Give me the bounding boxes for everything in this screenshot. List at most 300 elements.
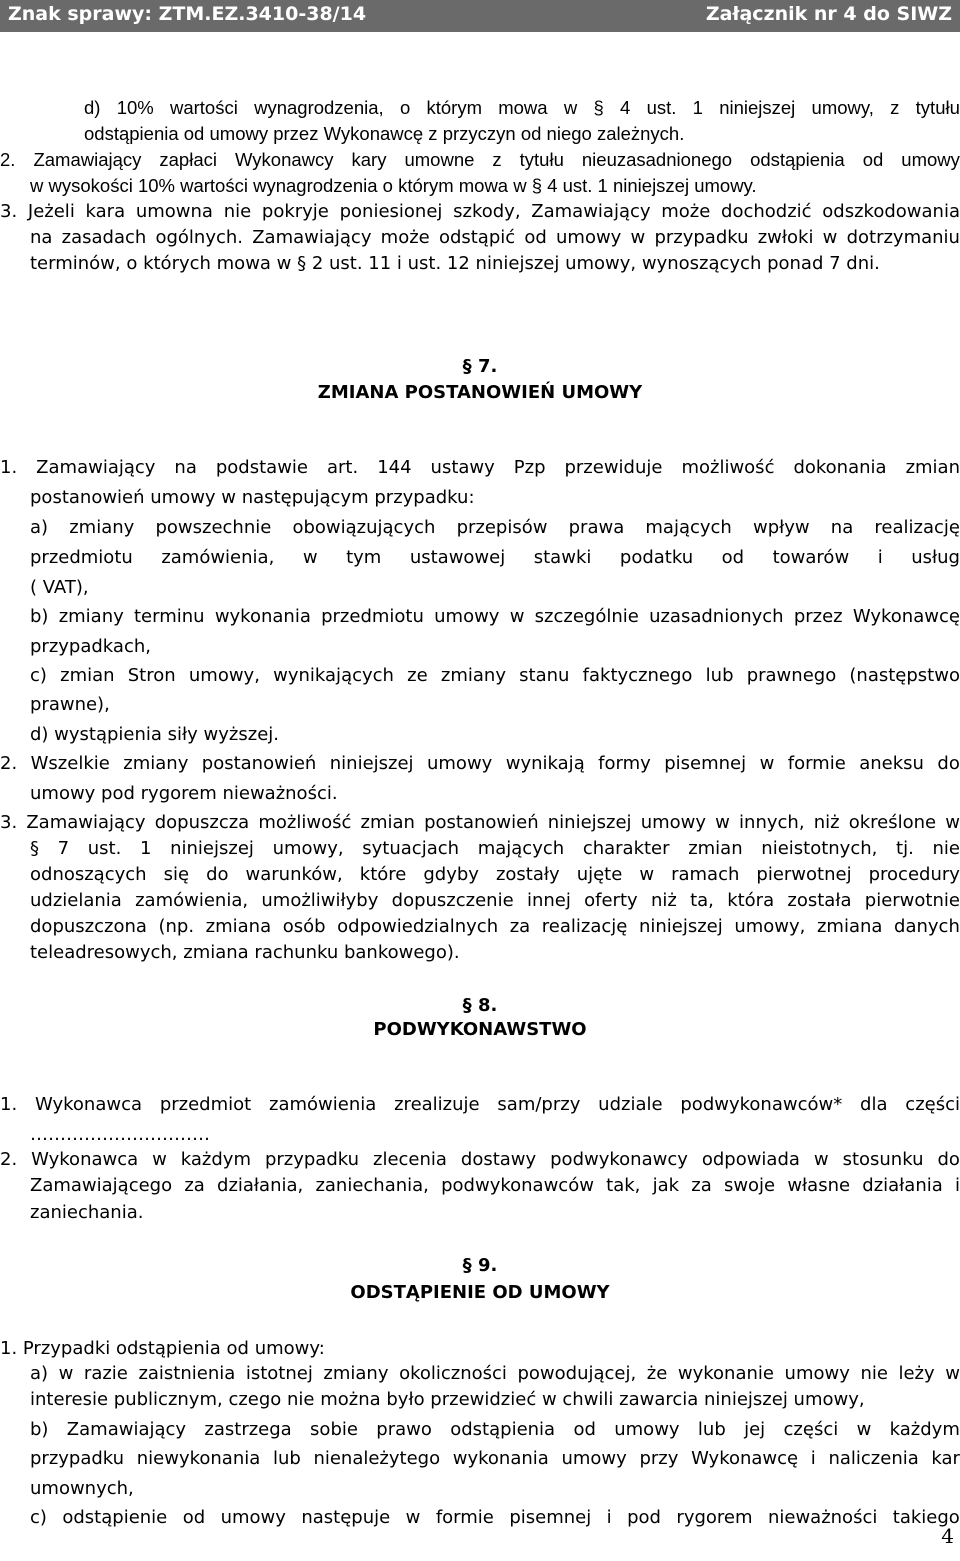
word: 144 — [377, 457, 412, 478]
word: swoje — [723, 1175, 776, 1196]
word: takiego — [892, 1507, 960, 1528]
word: Wykonawca — [35, 1094, 143, 1115]
word: odstąpić — [438, 227, 516, 248]
word: tak, — [606, 1175, 641, 1196]
word: zlecenia — [373, 1149, 447, 1170]
word: odpowiedzialnych — [337, 916, 499, 937]
word: ta, — [690, 890, 714, 911]
paragraph-line — [30, 1446, 960, 1472]
word: odnoszących — [30, 864, 147, 885]
word: umowy — [556, 227, 622, 248]
word: działania, — [217, 1175, 304, 1196]
paragraph-line: interesie publicznym, czego nie można było przewidzieć w chwili zawarcia niniejszej umowy, — [30, 1389, 865, 1410]
word: zmiana — [816, 916, 883, 937]
word: rygorem — [676, 1507, 753, 1528]
word: osób — [282, 916, 326, 937]
paragraph-line — [0, 1147, 960, 1173]
word: mających — [645, 517, 732, 538]
word: za — [509, 916, 531, 937]
word: danych — [894, 916, 960, 937]
word: 2. — [0, 149, 16, 170]
word: w — [822, 227, 838, 248]
word: 1. — [0, 457, 18, 478]
word: przepisów — [456, 517, 548, 538]
word: w — [856, 1419, 872, 1440]
word: b) — [30, 606, 49, 627]
word: nieważności — [767, 1507, 878, 1528]
word: Pzp — [513, 457, 546, 478]
word: i — [954, 1175, 960, 1196]
word: ust. — [646, 97, 677, 118]
paragraph-line — [30, 1417, 960, 1443]
paragraph-line — [0, 199, 960, 225]
word: ust. — [87, 838, 122, 859]
paragraph-line — [30, 515, 960, 541]
section-number: § 9. — [462, 1255, 498, 1276]
word: została — [787, 890, 852, 911]
word: 3. — [0, 201, 18, 222]
word: wynikających — [273, 665, 394, 686]
word: niż — [650, 890, 677, 911]
word: i — [606, 1507, 612, 1528]
word: która — [727, 890, 775, 911]
word: sobie — [310, 1419, 358, 1440]
word: leży — [898, 1363, 935, 1384]
paragraph-line — [30, 1361, 960, 1387]
word: Wszelkie — [30, 753, 110, 774]
word: może — [661, 201, 711, 222]
word: nieistotnych, — [761, 838, 878, 859]
word: wykonania — [214, 606, 311, 627]
word: nie — [860, 1363, 888, 1384]
word: umowy — [426, 753, 493, 774]
word: terminu — [134, 606, 205, 627]
word: (następstwo — [849, 665, 960, 686]
word: § — [593, 97, 604, 118]
word: zmiany — [440, 665, 506, 686]
word: w — [152, 1149, 167, 1170]
word: zmiany — [123, 753, 189, 774]
word: umowy — [614, 1419, 680, 1440]
word: dochodzić — [721, 201, 812, 222]
word: wynagrodzenia, — [254, 97, 384, 118]
word: Zamawiający — [33, 149, 142, 170]
word: mowa — [498, 97, 548, 118]
word: zamówienia, — [135, 890, 249, 911]
word: sam/przy — [497, 1094, 581, 1115]
word: zaistnienia — [138, 1363, 236, 1384]
word: zmiany — [323, 1363, 389, 1384]
word: podwykonawców — [441, 1175, 594, 1196]
word: umowy — [561, 1448, 627, 1469]
word: podatku — [619, 547, 694, 568]
word: wynikają — [505, 753, 585, 774]
word: 1. — [0, 1094, 18, 1115]
word: zaniechania, — [315, 1175, 429, 1196]
word: jak — [652, 1175, 680, 1196]
word: Zamawiający — [36, 457, 156, 478]
word: do — [937, 753, 960, 774]
word: nieuzasadnionego — [581, 149, 733, 170]
paragraph-line: zaniechania. — [30, 1202, 144, 1223]
page-header — [0, 0, 960, 32]
word: wartości — [169, 97, 238, 118]
paragraph-line: odstąpienia od umowy przez Wykonawcę z przyczyn od niego zależnych. — [84, 123, 685, 144]
word: zasadach — [61, 227, 147, 248]
word: uzasadnionych — [649, 606, 784, 627]
paragraph-line — [0, 751, 960, 777]
paragraph-line — [30, 1173, 960, 1199]
word: odstąpienia — [450, 1419, 556, 1440]
word: od — [721, 547, 745, 568]
word: dopuszczenie — [391, 890, 514, 911]
word: w — [639, 864, 655, 885]
word: podwykonawców* — [680, 1094, 843, 1115]
paragraph-line — [30, 225, 960, 251]
word: które — [359, 864, 407, 885]
word: przez — [793, 606, 843, 627]
word: umowy — [901, 149, 960, 170]
paragraph-line: teleadresowych, zmiana rachunku bankowego). — [30, 942, 460, 963]
word: prawa — [568, 517, 625, 538]
word: dotrzymaniu — [846, 227, 960, 248]
word: ustawowej — [409, 547, 506, 568]
word: w — [759, 753, 775, 774]
word: przewiduje — [564, 457, 663, 478]
word: o — [399, 97, 411, 118]
word: postanowień — [201, 753, 317, 774]
word: umowy — [434, 606, 500, 627]
paragraph-line — [0, 1092, 960, 1118]
word: art. — [326, 457, 359, 478]
word: kara — [85, 201, 126, 222]
word: c) — [30, 1507, 47, 1528]
word: zastrzega — [204, 1419, 292, 1440]
paragraph-line: umownych, — [30, 1478, 134, 1499]
word: stawki — [533, 547, 592, 568]
word: w — [405, 1507, 421, 1528]
word: udzielania — [30, 890, 122, 911]
word: umowy — [220, 1507, 286, 1528]
word: usług — [911, 547, 960, 568]
word: lub — [272, 1448, 301, 1469]
word: Zamawiający — [26, 812, 146, 833]
word: odstąpienia — [750, 149, 845, 170]
word: od — [573, 1419, 596, 1440]
word: charakter — [582, 838, 670, 859]
word: wykonanie — [677, 1363, 774, 1384]
word: dokonania — [793, 457, 887, 478]
word: 1 — [692, 97, 703, 118]
word: odpowiada — [701, 1149, 800, 1170]
word: może — [380, 227, 430, 248]
word: realizację — [874, 517, 960, 538]
word: w — [58, 1363, 74, 1384]
word: od — [524, 227, 547, 248]
word: zamówienia — [269, 1094, 377, 1115]
word: faktycznego — [582, 665, 693, 686]
word: części — [783, 1419, 839, 1440]
word: Wykonawcę — [691, 1448, 799, 1469]
word: d) — [84, 97, 101, 118]
paragraph-line: terminów, o których mowa w § 2 ust. 11 i ust. 12 niniejszej umowy, wynoszących ponad 7 dni. — [30, 253, 880, 274]
word: towarów — [772, 547, 850, 568]
word: w — [509, 606, 525, 627]
word: prawo — [376, 1419, 432, 1440]
word: zrealizuje — [394, 1094, 480, 1115]
paragraph-line: 1. Przypadki odstąpienia od umowy: — [0, 1338, 325, 1359]
word: Wykonawcy — [234, 149, 334, 170]
paragraph-line: przypadkach, — [30, 636, 151, 657]
word: do — [937, 1149, 960, 1170]
section-number: § 8. — [462, 995, 498, 1016]
word: ramach — [671, 864, 740, 885]
paragraph-line — [0, 455, 960, 481]
word: innej — [526, 890, 571, 911]
word: kary — [351, 149, 387, 170]
word: dopuszcza — [154, 812, 250, 833]
word: części — [905, 1094, 960, 1115]
word: na — [830, 517, 854, 538]
paragraph-line: umowy pod rygorem nieważności. — [30, 783, 338, 804]
word: działania — [862, 1175, 943, 1196]
word: którym — [426, 97, 482, 118]
ellipsis-placeholder: ………………………… — [30, 1124, 210, 1145]
word: w — [945, 812, 960, 833]
word: tytułu — [915, 97, 960, 118]
word: na — [174, 457, 197, 478]
word: innych, — [739, 812, 805, 833]
word: oferty — [584, 890, 638, 911]
word: przypadku — [654, 227, 749, 248]
word: przy — [639, 1448, 679, 1469]
word: (np. — [158, 916, 195, 937]
word: do — [206, 864, 229, 885]
word: odszkodowania — [822, 201, 960, 222]
word: każdym — [180, 1149, 251, 1170]
word: za — [184, 1175, 205, 1196]
paragraph-line — [30, 663, 960, 689]
word: formie — [435, 1507, 494, 1528]
word: ujęte — [576, 864, 623, 885]
word: okoliczności — [399, 1363, 507, 1384]
paragraph-line: w wysokości 10% wartości wynagrodzenia o którym mowa w § 4 ust. 1 niniejszej umowy. — [30, 175, 757, 196]
word: postanowień — [424, 812, 539, 833]
word: następuje — [301, 1507, 391, 1528]
word: niniejszej — [170, 838, 254, 859]
section-title: ZMIANA POSTANOWIEŃ UMOWY — [317, 382, 643, 403]
word: pisemnej — [509, 1507, 592, 1528]
word: wpływ — [753, 517, 810, 538]
word: w — [813, 1149, 829, 1170]
word: stosunku — [842, 1149, 924, 1170]
word: stanu — [519, 665, 570, 686]
word: podwykonawcy — [550, 1149, 688, 1170]
word: obowiązujących — [292, 517, 436, 538]
word: 2. — [0, 1149, 18, 1170]
attachment-label: Załącznik nr 4 do SIWZ — [705, 3, 952, 25]
word: naliczenia — [828, 1448, 919, 1469]
word: a) — [30, 517, 49, 538]
word: § — [30, 838, 39, 859]
word: Wykonawca — [31, 1149, 139, 1170]
word: nienależytego — [313, 1448, 441, 1469]
word: kar — [931, 1448, 960, 1469]
word: niż — [813, 812, 840, 833]
word: określone — [848, 812, 937, 833]
word: nie — [932, 838, 960, 859]
word: szczególnie — [534, 606, 639, 627]
word: umowne — [404, 149, 475, 170]
word: zamówienia, — [161, 547, 275, 568]
word: umowna — [135, 201, 213, 222]
word: umowy, — [272, 838, 344, 859]
word: pokryje — [261, 201, 329, 222]
word: niniejszej — [329, 753, 414, 774]
word: tytułu — [519, 149, 564, 170]
word: zmian — [688, 838, 743, 859]
word: realizację — [541, 916, 628, 937]
paragraph-line: prawne), — [30, 694, 110, 715]
word: w — [945, 1363, 960, 1384]
word: umowy, — [734, 916, 806, 937]
word: 1 — [140, 838, 152, 859]
paragraph-line — [30, 836, 960, 862]
word: powszechnie — [155, 517, 272, 538]
word: zmian — [905, 457, 960, 478]
word: aneksu — [859, 753, 924, 774]
word: niniejszej — [638, 916, 723, 937]
word: 7 — [57, 838, 70, 859]
word: tym — [346, 547, 382, 568]
word: nie — [223, 201, 252, 222]
word: razie — [83, 1363, 128, 1384]
section-title: PODWYKONAWSTWO — [373, 1019, 587, 1040]
word: dostawy — [460, 1149, 537, 1170]
word: umożliwiłyby — [261, 890, 379, 911]
word: i — [877, 547, 883, 568]
word: ogólnych. — [155, 227, 244, 248]
word: że — [646, 1363, 668, 1384]
word: dla — [860, 1094, 888, 1115]
paragraph-line — [30, 862, 960, 888]
word: zmian — [360, 812, 415, 833]
word: w — [563, 97, 578, 118]
word: ustawy — [430, 457, 495, 478]
word: ze — [407, 665, 428, 686]
word: przedmiotu — [321, 606, 424, 627]
word: zapłaci — [159, 149, 217, 170]
word: własne — [787, 1175, 851, 1196]
paragraph-line — [30, 914, 960, 940]
word: możliwość — [258, 812, 352, 833]
word: w — [630, 227, 646, 248]
section-number: § 7. — [462, 356, 498, 377]
word: prawnego — [746, 665, 837, 686]
word: niniejszej — [547, 812, 632, 833]
word: się — [163, 864, 190, 885]
word: zmiany — [69, 517, 135, 538]
word: pierwotnej — [756, 864, 852, 885]
word: umowy, — [811, 97, 874, 118]
word: od — [182, 1507, 206, 1528]
paragraph-line: ( VAT), — [30, 577, 89, 598]
word: przypadku — [30, 1448, 125, 1469]
word: powodującej, — [517, 1363, 637, 1384]
word: przypadku — [264, 1149, 360, 1170]
word: lub — [705, 665, 734, 686]
word: 10% — [116, 97, 154, 118]
paragraph-line: postanowień umowy w następującym przypadku: — [30, 487, 475, 508]
word: w — [715, 812, 730, 833]
word: jej — [744, 1419, 766, 1440]
paragraph-line: d) wystąpienia siły wyższej. — [30, 724, 279, 745]
word: przedmiotu — [30, 547, 133, 568]
word: sytuacjach — [362, 838, 460, 859]
word: poniesionej — [339, 201, 443, 222]
word: umowy — [784, 1363, 850, 1384]
word: formie — [787, 753, 846, 774]
word: Zamawiający — [66, 1419, 187, 1440]
word: Jeżeli — [27, 201, 75, 222]
word: procedury — [868, 864, 960, 885]
page-number: 4 — [941, 1524, 954, 1548]
word: formy — [598, 753, 651, 774]
word: Wykonawcę — [852, 606, 960, 627]
word: Zamawiający — [252, 227, 372, 248]
word: niewykonania — [136, 1448, 261, 1469]
word: umowy, — [188, 665, 260, 686]
word: w — [302, 547, 318, 568]
word: Stron — [127, 665, 176, 686]
paragraph-line — [30, 888, 960, 914]
word: zmiany — [58, 606, 124, 627]
word: 2. — [0, 753, 18, 774]
paragraph-line — [0, 147, 960, 173]
word: z — [890, 97, 900, 118]
word: dopuszczona — [30, 916, 147, 937]
word: z — [492, 149, 502, 170]
word: Zamawiający — [531, 201, 651, 222]
word: niniejszej — [719, 97, 796, 118]
word: od — [862, 149, 884, 170]
paragraph-line — [30, 604, 960, 630]
paragraph-line — [30, 1505, 960, 1531]
word: zwłoki — [757, 227, 814, 248]
word: za — [691, 1175, 712, 1196]
word: podstawie — [215, 457, 308, 478]
word: Zamawiającego — [30, 1175, 173, 1196]
case-number: Znak sprawy: ZTM.EZ.3410-38/14 — [8, 3, 367, 25]
word: 4 — [620, 97, 631, 118]
word: możliwość — [681, 457, 775, 478]
word: pierwotnie — [864, 890, 960, 911]
word: zmian — [60, 665, 115, 686]
word: pod — [627, 1507, 661, 1528]
word: umowy — [640, 812, 707, 833]
word: wykonania — [452, 1448, 549, 1469]
word: 3. — [0, 812, 18, 833]
word: na — [30, 227, 53, 248]
section-title: ODSTĄPIENIE OD UMOWY — [350, 1282, 610, 1303]
word: mających — [477, 838, 565, 859]
word: zmiana — [205, 916, 272, 937]
paragraph-line — [84, 95, 960, 121]
word: c) — [30, 665, 47, 686]
word: gdyby — [423, 864, 479, 885]
word: istotnej — [245, 1363, 313, 1384]
paragraph-line — [0, 810, 960, 836]
